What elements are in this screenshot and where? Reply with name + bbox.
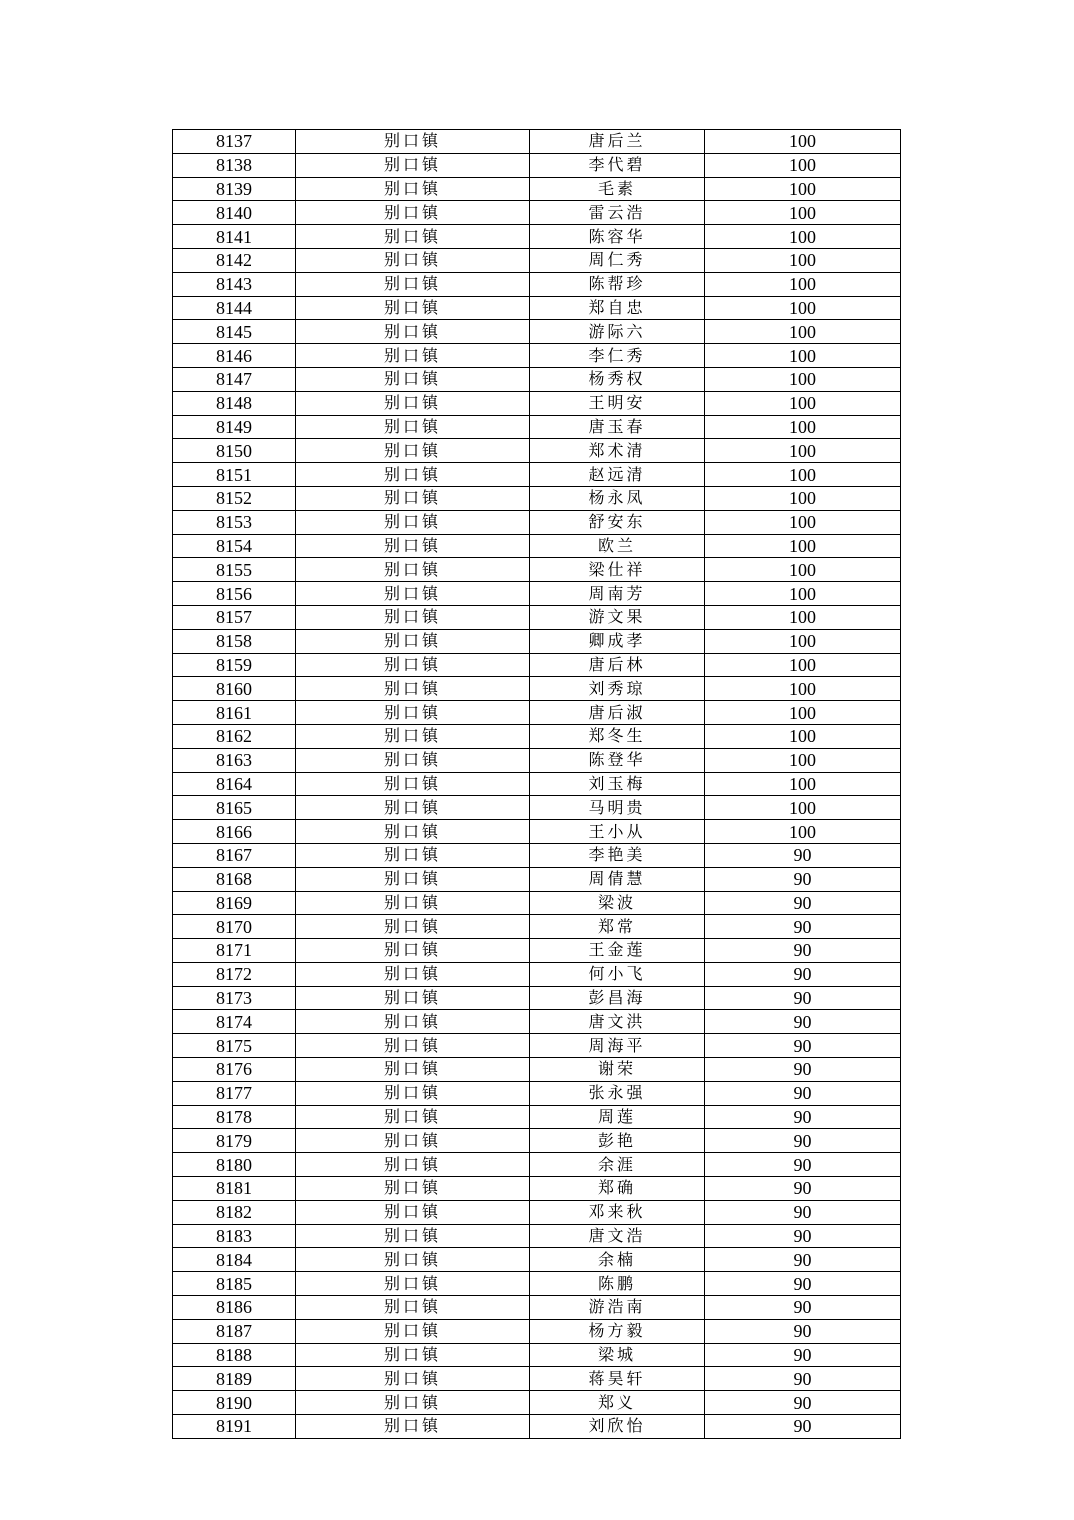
cell-number: 8140	[173, 201, 296, 225]
cell-name: 陈容华	[530, 225, 705, 249]
cell-number: 8189	[173, 1367, 296, 1391]
cell-number: 8187	[173, 1319, 296, 1343]
cell-name: 陈帮珍	[530, 272, 705, 296]
cell-name: 杨秀权	[530, 367, 705, 391]
cell-amount: 90	[705, 1248, 901, 1272]
table-row	[173, 772, 901, 796]
cell-amount: 90	[705, 1367, 901, 1391]
cell-amount: 100	[705, 510, 901, 534]
table-row	[173, 867, 901, 891]
table-row	[173, 272, 901, 296]
cell-amount: 90	[705, 1081, 901, 1105]
cell-amount: 100	[705, 629, 901, 653]
cell-number: 8147	[173, 367, 296, 391]
cell-name: 杨永凤	[530, 486, 705, 510]
cell-town: 别口镇	[296, 867, 530, 891]
cell-amount: 90	[705, 986, 901, 1010]
cell-name: 梁波	[530, 891, 705, 915]
cell-number: 8174	[173, 1010, 296, 1034]
cell-name: 蒋昊轩	[530, 1367, 705, 1391]
cell-town: 别口镇	[296, 915, 530, 939]
cell-name: 赵远清	[530, 463, 705, 487]
cell-name: 郑义	[530, 1391, 705, 1415]
table-row	[173, 1034, 901, 1058]
cell-amount: 100	[705, 796, 901, 820]
cell-amount: 90	[705, 867, 901, 891]
cell-town: 别口镇	[296, 463, 530, 487]
cell-number: 8157	[173, 605, 296, 629]
table-row	[173, 724, 901, 748]
cell-amount: 90	[705, 1272, 901, 1296]
table-row	[173, 1058, 901, 1082]
cell-name: 唐后淑	[530, 701, 705, 725]
cell-town: 别口镇	[296, 701, 530, 725]
cell-number: 8172	[173, 962, 296, 986]
cell-town: 别口镇	[296, 1319, 530, 1343]
cell-amount: 90	[705, 1415, 901, 1439]
cell-number: 8144	[173, 296, 296, 320]
table-row	[173, 510, 901, 534]
cell-town: 别口镇	[296, 843, 530, 867]
cell-number: 8165	[173, 796, 296, 820]
cell-name: 彭艳	[530, 1129, 705, 1153]
cell-name: 何小飞	[530, 962, 705, 986]
cell-number: 8160	[173, 677, 296, 701]
cell-name: 雷云浩	[530, 201, 705, 225]
cell-name: 张永强	[530, 1081, 705, 1105]
table-row	[173, 486, 901, 510]
table-row	[173, 1343, 901, 1367]
cell-town: 别口镇	[296, 486, 530, 510]
cell-amount: 100	[705, 772, 901, 796]
cell-number: 8146	[173, 344, 296, 368]
cell-number: 8141	[173, 225, 296, 249]
table-row	[173, 891, 901, 915]
cell-name: 唐文洪	[530, 1010, 705, 1034]
cell-number: 8180	[173, 1153, 296, 1177]
cell-town: 别口镇	[296, 415, 530, 439]
cell-name: 王小从	[530, 820, 705, 844]
cell-number: 8171	[173, 939, 296, 963]
table-row	[173, 1105, 901, 1129]
cell-number: 8188	[173, 1343, 296, 1367]
cell-name: 游际六	[530, 320, 705, 344]
cell-amount: 90	[705, 1034, 901, 1058]
cell-town: 别口镇	[296, 1272, 530, 1296]
cell-number: 8158	[173, 629, 296, 653]
cell-name: 唐文浩	[530, 1224, 705, 1248]
cell-amount: 100	[705, 320, 901, 344]
cell-name: 李艳美	[530, 843, 705, 867]
cell-town: 别口镇	[296, 629, 530, 653]
cell-name: 游浩南	[530, 1296, 705, 1320]
cell-amount: 90	[705, 1177, 901, 1201]
cell-town: 别口镇	[296, 248, 530, 272]
cell-number: 8166	[173, 820, 296, 844]
cell-number: 8159	[173, 653, 296, 677]
cell-amount: 100	[705, 296, 901, 320]
table-row	[173, 177, 901, 201]
cell-town: 别口镇	[296, 1105, 530, 1129]
cell-name: 王金莲	[530, 939, 705, 963]
cell-name: 周海平	[530, 1034, 705, 1058]
cell-town: 别口镇	[296, 130, 530, 154]
cell-town: 别口镇	[296, 1367, 530, 1391]
cell-amount: 100	[705, 391, 901, 415]
cell-number: 8154	[173, 534, 296, 558]
table-row	[173, 962, 901, 986]
table-row	[173, 843, 901, 867]
table-row	[173, 344, 901, 368]
cell-town: 别口镇	[296, 748, 530, 772]
cell-name: 梁仕祥	[530, 558, 705, 582]
cell-town: 别口镇	[296, 605, 530, 629]
cell-amount: 100	[705, 534, 901, 558]
cell-name: 郑确	[530, 1177, 705, 1201]
cell-name: 余楠	[530, 1248, 705, 1272]
cell-number: 8143	[173, 272, 296, 296]
cell-number: 8149	[173, 415, 296, 439]
cell-amount: 100	[705, 130, 901, 154]
cell-town: 别口镇	[296, 1129, 530, 1153]
cell-number: 8181	[173, 1177, 296, 1201]
cell-name: 欧兰	[530, 534, 705, 558]
cell-number: 8153	[173, 510, 296, 534]
table-row	[173, 415, 901, 439]
cell-number: 8191	[173, 1415, 296, 1439]
table-row	[173, 558, 901, 582]
cell-amount: 100	[705, 153, 901, 177]
cell-town: 别口镇	[296, 1200, 530, 1224]
cell-amount: 100	[705, 724, 901, 748]
cell-number: 8139	[173, 177, 296, 201]
cell-amount: 90	[705, 1296, 901, 1320]
cell-amount: 100	[705, 558, 901, 582]
cell-amount: 90	[705, 1129, 901, 1153]
table-row	[173, 1248, 901, 1272]
cell-number: 8167	[173, 843, 296, 867]
cell-name: 郑常	[530, 915, 705, 939]
cell-amount: 100	[705, 177, 901, 201]
cell-number: 8150	[173, 439, 296, 463]
cell-name: 郑冬生	[530, 724, 705, 748]
cell-town: 别口镇	[296, 986, 530, 1010]
cell-name: 郑自忠	[530, 296, 705, 320]
cell-number: 8142	[173, 248, 296, 272]
table-row	[173, 605, 901, 629]
table-row	[173, 1415, 901, 1439]
cell-number: 8168	[173, 867, 296, 891]
cell-town: 别口镇	[296, 272, 530, 296]
table-row	[173, 1129, 901, 1153]
cell-number: 8170	[173, 915, 296, 939]
cell-town: 别口镇	[296, 1296, 530, 1320]
cell-number: 8145	[173, 320, 296, 344]
table-row	[173, 320, 901, 344]
table-row	[173, 439, 901, 463]
cell-amount: 100	[705, 653, 901, 677]
cell-number: 8161	[173, 701, 296, 725]
cell-town: 别口镇	[296, 296, 530, 320]
cell-amount: 100	[705, 272, 901, 296]
cell-name: 舒安东	[530, 510, 705, 534]
cell-name: 毛素	[530, 177, 705, 201]
table-body	[173, 130, 901, 1439]
table-row	[173, 1010, 901, 1034]
cell-number: 8177	[173, 1081, 296, 1105]
cell-town: 别口镇	[296, 177, 530, 201]
table-row	[173, 677, 901, 701]
cell-number: 8152	[173, 486, 296, 510]
table-row	[173, 1177, 901, 1201]
cell-name: 李代碧	[530, 153, 705, 177]
table-row	[173, 1081, 901, 1105]
cell-town: 别口镇	[296, 582, 530, 606]
cell-name: 马明贵	[530, 796, 705, 820]
cell-town: 别口镇	[296, 1248, 530, 1272]
cell-town: 别口镇	[296, 367, 530, 391]
table-row	[173, 1391, 901, 1415]
cell-town: 别口镇	[296, 772, 530, 796]
cell-town: 别口镇	[296, 153, 530, 177]
table-row	[173, 534, 901, 558]
cell-amount: 90	[705, 1343, 901, 1367]
cell-town: 别口镇	[296, 724, 530, 748]
cell-number: 8185	[173, 1272, 296, 1296]
table-row	[173, 367, 901, 391]
cell-amount: 90	[705, 1105, 901, 1129]
table-row	[173, 820, 901, 844]
cell-number: 8148	[173, 391, 296, 415]
cell-town: 别口镇	[296, 1391, 530, 1415]
cell-name: 杨方毅	[530, 1319, 705, 1343]
cell-amount: 90	[705, 1153, 901, 1177]
data-table	[172, 129, 901, 1439]
cell-amount: 90	[705, 1319, 901, 1343]
cell-name: 周莲	[530, 1105, 705, 1129]
cell-number: 8184	[173, 1248, 296, 1272]
cell-amount: 90	[705, 962, 901, 986]
cell-amount: 100	[705, 344, 901, 368]
cell-town: 别口镇	[296, 344, 530, 368]
cell-name: 李仁秀	[530, 344, 705, 368]
table-row	[173, 1272, 901, 1296]
document-page	[172, 129, 901, 1439]
table-row	[173, 248, 901, 272]
cell-number: 8151	[173, 463, 296, 487]
cell-town: 别口镇	[296, 962, 530, 986]
cell-town: 别口镇	[296, 201, 530, 225]
cell-number: 8138	[173, 153, 296, 177]
cell-amount: 100	[705, 677, 901, 701]
cell-name: 梁城	[530, 1343, 705, 1367]
cell-town: 别口镇	[296, 439, 530, 463]
cell-name: 邓来秋	[530, 1200, 705, 1224]
cell-amount: 100	[705, 582, 901, 606]
cell-amount: 90	[705, 1391, 901, 1415]
cell-town: 别口镇	[296, 1343, 530, 1367]
cell-name: 郑术清	[530, 439, 705, 463]
table-row	[173, 1200, 901, 1224]
table-row	[173, 130, 901, 154]
cell-amount: 100	[705, 486, 901, 510]
table-row	[173, 986, 901, 1010]
cell-amount: 100	[705, 415, 901, 439]
cell-amount: 100	[705, 463, 901, 487]
cell-town: 别口镇	[296, 510, 530, 534]
cell-town: 别口镇	[296, 1081, 530, 1105]
cell-amount: 100	[705, 701, 901, 725]
table-row	[173, 1296, 901, 1320]
table-row	[173, 153, 901, 177]
cell-number: 8156	[173, 582, 296, 606]
cell-amount: 90	[705, 1010, 901, 1034]
cell-amount: 100	[705, 367, 901, 391]
cell-number: 8178	[173, 1105, 296, 1129]
cell-name: 王明安	[530, 391, 705, 415]
cell-amount: 90	[705, 939, 901, 963]
table-row	[173, 225, 901, 249]
cell-town: 别口镇	[296, 939, 530, 963]
table-row	[173, 748, 901, 772]
cell-amount: 100	[705, 439, 901, 463]
cell-town: 别口镇	[296, 796, 530, 820]
table-row	[173, 1224, 901, 1248]
cell-name: 唐后兰	[530, 130, 705, 154]
cell-number: 8179	[173, 1129, 296, 1153]
table-row	[173, 629, 901, 653]
cell-town: 别口镇	[296, 225, 530, 249]
table-row	[173, 582, 901, 606]
table-row	[173, 1367, 901, 1391]
cell-number: 8173	[173, 986, 296, 1010]
cell-name: 唐玉春	[530, 415, 705, 439]
cell-name: 陈鹏	[530, 1272, 705, 1296]
table-row	[173, 653, 901, 677]
cell-name: 游文果	[530, 605, 705, 629]
cell-name: 余涯	[530, 1153, 705, 1177]
cell-town: 别口镇	[296, 820, 530, 844]
cell-name: 刘秀琼	[530, 677, 705, 701]
cell-town: 别口镇	[296, 320, 530, 344]
cell-town: 别口镇	[296, 653, 530, 677]
table-row	[173, 463, 901, 487]
cell-town: 别口镇	[296, 1058, 530, 1082]
cell-number: 8164	[173, 772, 296, 796]
cell-amount: 100	[705, 248, 901, 272]
table-row	[173, 201, 901, 225]
cell-town: 别口镇	[296, 1153, 530, 1177]
cell-amount: 90	[705, 1224, 901, 1248]
cell-number: 8186	[173, 1296, 296, 1320]
cell-amount: 90	[705, 1200, 901, 1224]
cell-amount: 90	[705, 891, 901, 915]
cell-name: 谢荣	[530, 1058, 705, 1082]
cell-number: 8183	[173, 1224, 296, 1248]
cell-name: 彭昌海	[530, 986, 705, 1010]
cell-town: 别口镇	[296, 677, 530, 701]
cell-number: 8137	[173, 130, 296, 154]
cell-amount: 100	[705, 820, 901, 844]
cell-town: 别口镇	[296, 1415, 530, 1439]
cell-number: 8162	[173, 724, 296, 748]
table-row	[173, 296, 901, 320]
cell-name: 刘玉梅	[530, 772, 705, 796]
cell-name: 刘欣怡	[530, 1415, 705, 1439]
cell-amount: 100	[705, 201, 901, 225]
table-row	[173, 391, 901, 415]
cell-name: 周仁秀	[530, 248, 705, 272]
table-row	[173, 1153, 901, 1177]
cell-number: 8182	[173, 1200, 296, 1224]
cell-number: 8190	[173, 1391, 296, 1415]
cell-town: 别口镇	[296, 891, 530, 915]
cell-number: 8176	[173, 1058, 296, 1082]
cell-town: 别口镇	[296, 1177, 530, 1201]
table-row	[173, 1319, 901, 1343]
cell-town: 别口镇	[296, 1010, 530, 1034]
cell-town: 别口镇	[296, 1224, 530, 1248]
cell-name: 唐后林	[530, 653, 705, 677]
cell-name: 卿成孝	[530, 629, 705, 653]
cell-number: 8175	[173, 1034, 296, 1058]
cell-amount: 100	[705, 748, 901, 772]
cell-town: 别口镇	[296, 558, 530, 582]
cell-amount: 90	[705, 1058, 901, 1082]
table-row	[173, 915, 901, 939]
cell-number: 8163	[173, 748, 296, 772]
table-row	[173, 796, 901, 820]
cell-number: 8155	[173, 558, 296, 582]
cell-town: 别口镇	[296, 534, 530, 558]
cell-town: 别口镇	[296, 1034, 530, 1058]
cell-amount: 90	[705, 915, 901, 939]
cell-town: 别口镇	[296, 391, 530, 415]
cell-name: 陈登华	[530, 748, 705, 772]
cell-amount: 100	[705, 225, 901, 249]
table-row	[173, 701, 901, 725]
cell-amount: 100	[705, 605, 901, 629]
cell-name: 周倩慧	[530, 867, 705, 891]
cell-name: 周南芳	[530, 582, 705, 606]
cell-number: 8169	[173, 891, 296, 915]
cell-amount: 90	[705, 843, 901, 867]
table-row	[173, 939, 901, 963]
